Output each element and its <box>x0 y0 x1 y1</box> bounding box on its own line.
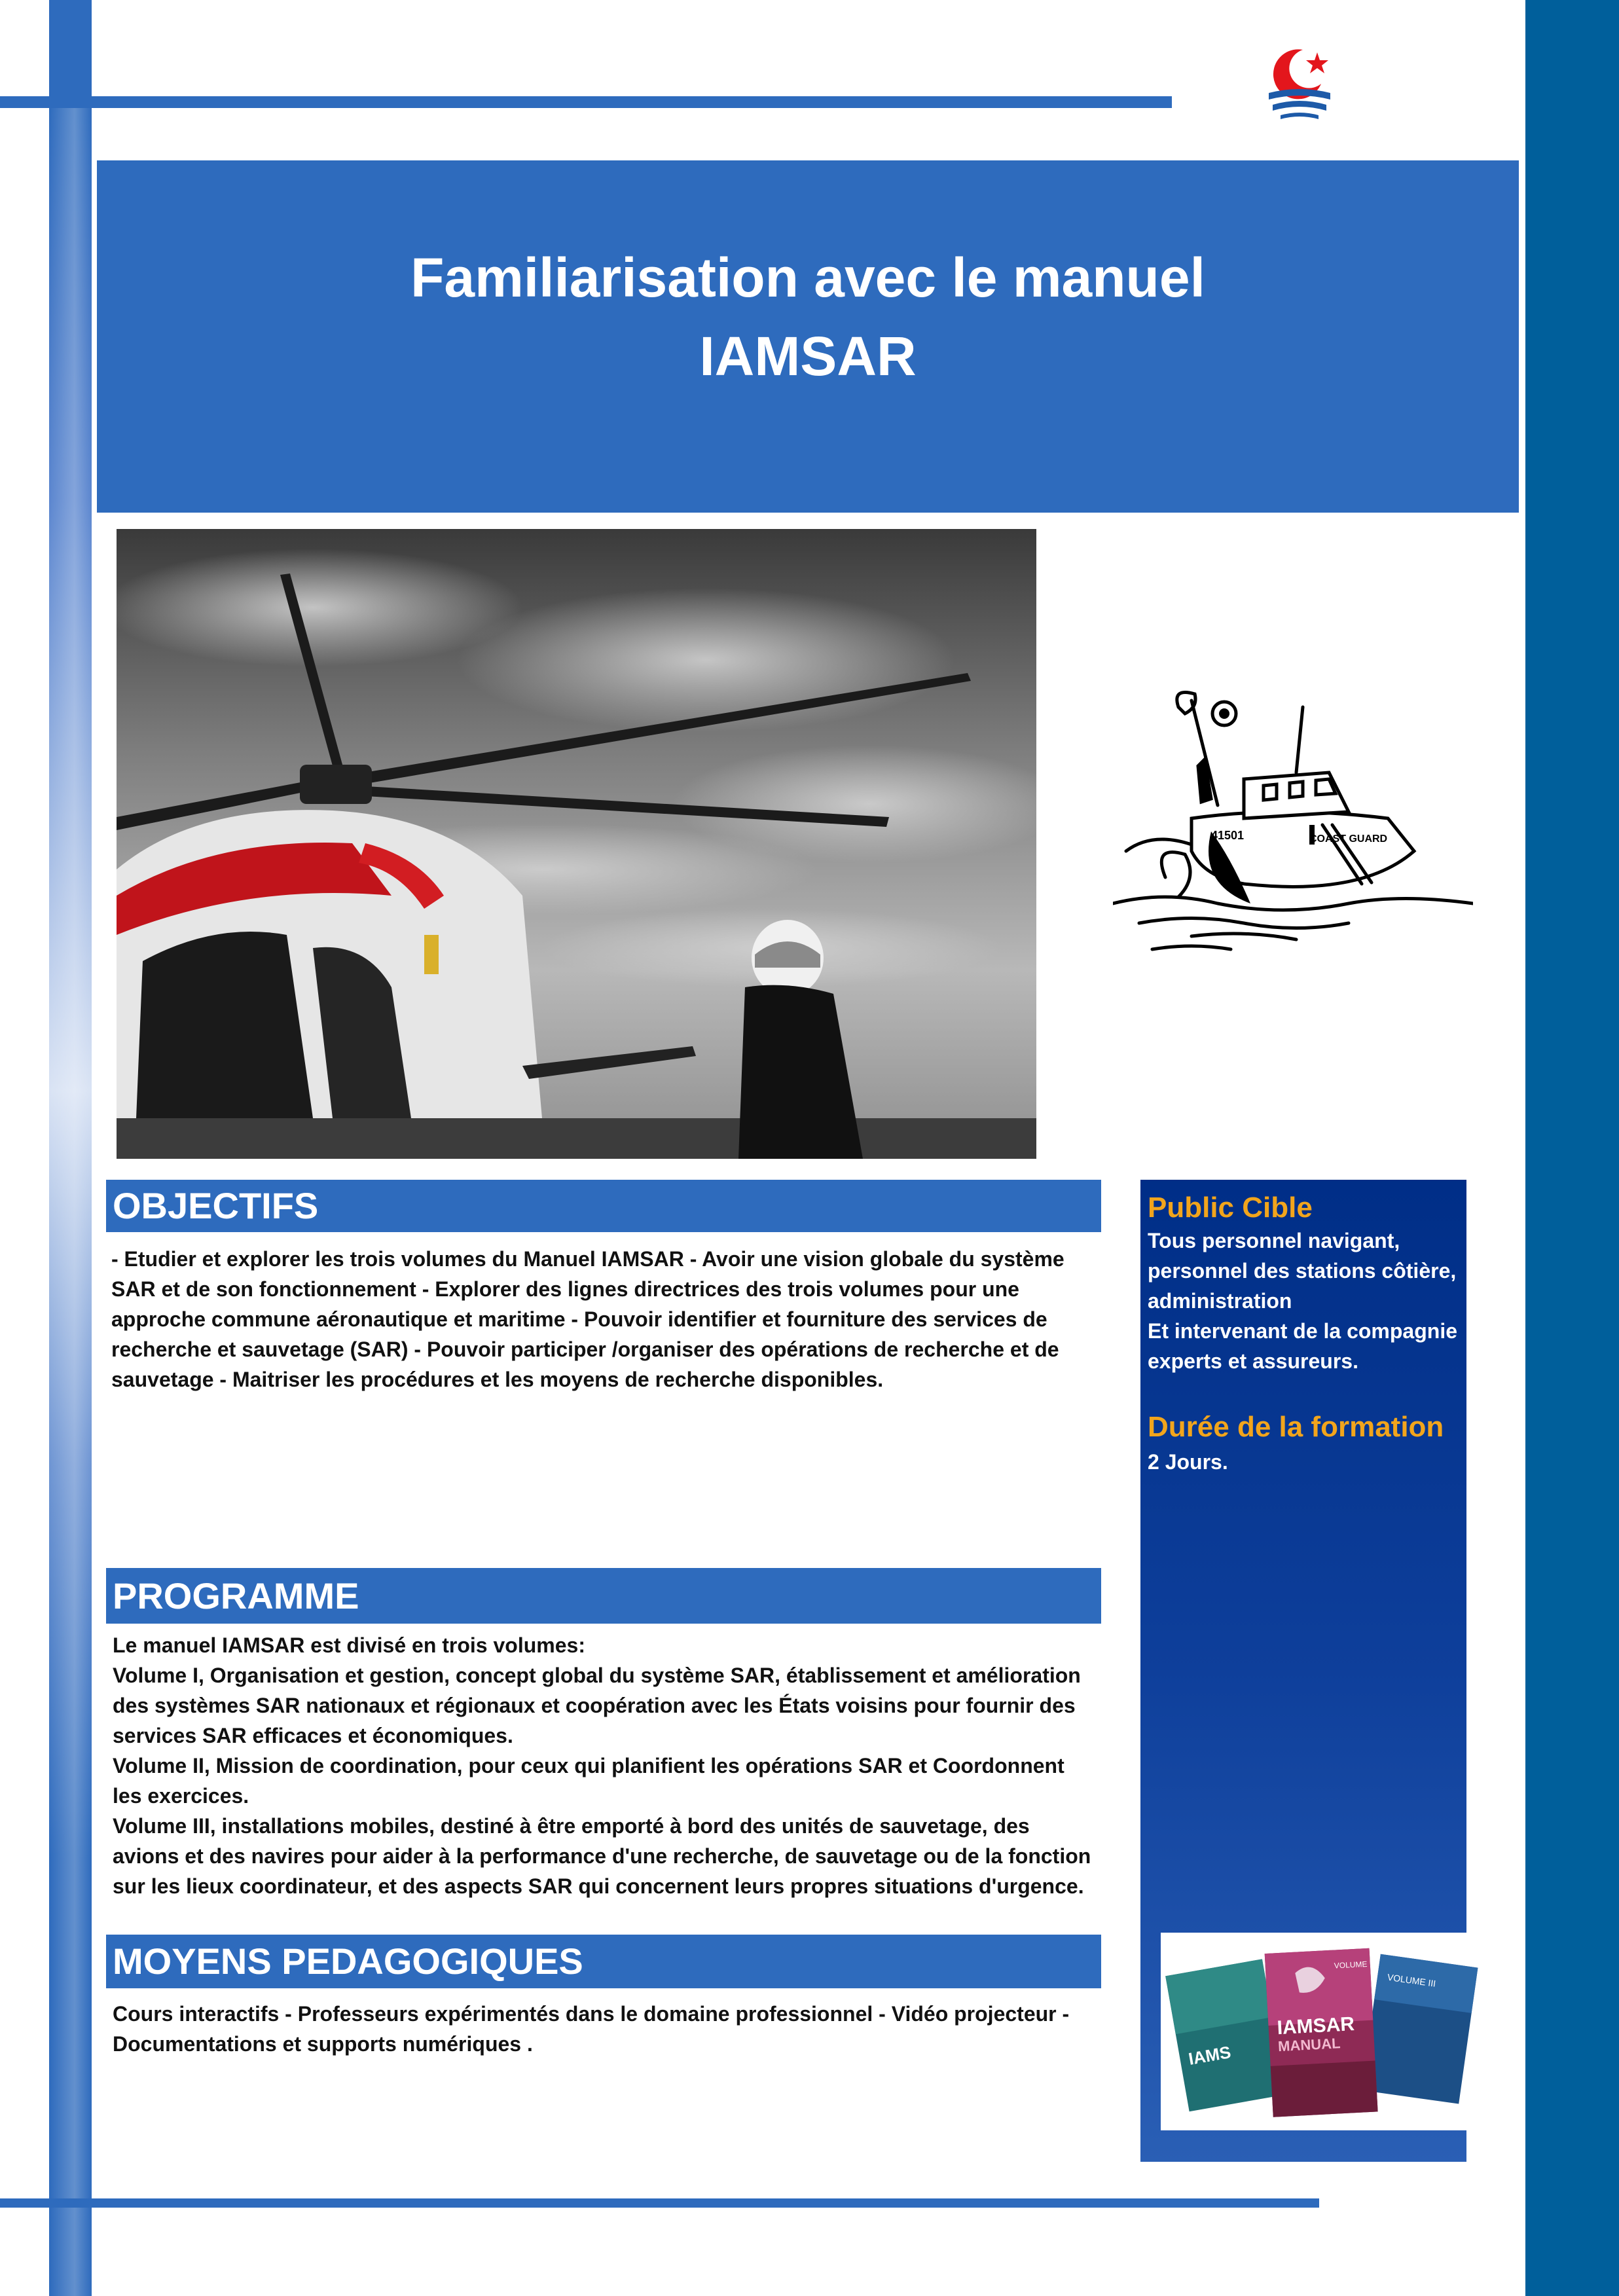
moyens-pedagogiques-heading: MOYENS PEDAGOGIQUES <box>106 1935 1101 1988</box>
programme-volume-3: Volume III, installations mobiles, destiné à être emporté à bord des unités de sauvetage, des avions et des navires pour aider à la performance d'une recherche, de sauvetage ou de la fonction sur les lieux coordinateur, et des aspects SAR qui concernent leurs propres situations d'urgence. <box>113 1814 1091 1898</box>
left-frame-bar-top <box>49 0 92 105</box>
iamsar-manual-covers <box>1161 1933 1482 2130</box>
page-title-line-2: IAMSAR <box>699 325 917 387</box>
objectifs-heading: OBJECTIFS <box>106 1180 1101 1232</box>
front-cover-volume: VOLUME I <box>1334 1959 1372 1971</box>
front-cover-title: IAMSAR <box>1276 2013 1355 2039</box>
front-cover-subtitle: MANUAL <box>1277 2035 1341 2055</box>
public-cible-line-4: Et intervenant de la compagnie experts et assureurs. <box>1148 1319 1457 1373</box>
public-cible-line-3: administration <box>1148 1289 1292 1313</box>
moyens-pedagogiques-text: Cours interactifs - Professeurs expérimentés dans le domaine professionnel - Vidéo projecteur - Documentations et supports numériques . <box>113 2002 1070 2056</box>
helicopter-photo <box>117 529 1036 1159</box>
programme-volume-1: Volume I, Organisation et gestion, concept global du système SAR, établissement et amélioration des systèmes SAR nationaux et régionaux et coopération avec les États voisins pour fournir des services SAR efficaces et économiques. <box>113 1664 1081 1747</box>
programme-volume-2: Volume II, Mission de coordination, pour ceux qui planifient les opérations SAR et Coordonnent les exercices. <box>113 1754 1064 1808</box>
back-cover-volume: VOLUME III <box>1387 1971 1437 1989</box>
coast-guard-boat-illustration <box>1113 687 1473 1048</box>
boat-label: COAST GUARD <box>1309 833 1388 845</box>
duree-heading: Durée de la formation <box>1148 1411 1444 1443</box>
page-title-line-1: Familiarisation avec le manuel <box>410 247 1205 308</box>
public-cible-line-1: Tous personnel navigant, <box>1148 1229 1400 1252</box>
programme-text <box>113 1630 1095 1901</box>
title-banner <box>97 160 1519 513</box>
public-cible-line-2: personnel des stations côtière, <box>1148 1259 1457 1283</box>
bottom-rule <box>0 2198 1319 2208</box>
programme-intro: Le manuel IAMSAR est divisé en trois volumes: <box>113 1633 585 1657</box>
top-rule <box>0 96 1172 108</box>
objectifs-text: - Etudier et explorer les trois volumes du Manuel IAMSAR - Avoir une vision globale du système SAR et de son fonctionnement - Explorer des lignes directrices des trois volumes pour une approche commune aéronautique et maritime - Pouvoir identifier et fourniture des services de recherche et sauvetage (SAR) - Pouvoir participer /organiser des opérations de recherche et de sauvetage - Maitriser les procédures et les moyens de recherche disponibles. <box>111 1247 1064 1391</box>
public-cible-heading: Public Cible <box>1148 1192 1313 1224</box>
public-cible-text <box>1148 1226 1462 1376</box>
organization-logo <box>1264 45 1336 122</box>
duree-value: 2 Jours. <box>1148 1450 1228 1474</box>
left-frame-bar <box>49 105 92 2296</box>
right-frame-bar <box>1525 0 1619 2296</box>
programme-heading: PROGRAMME <box>106 1568 1101 1624</box>
boat-number: 41501 <box>1211 829 1245 842</box>
left-cover-title: IAMS <box>1187 2042 1233 2069</box>
